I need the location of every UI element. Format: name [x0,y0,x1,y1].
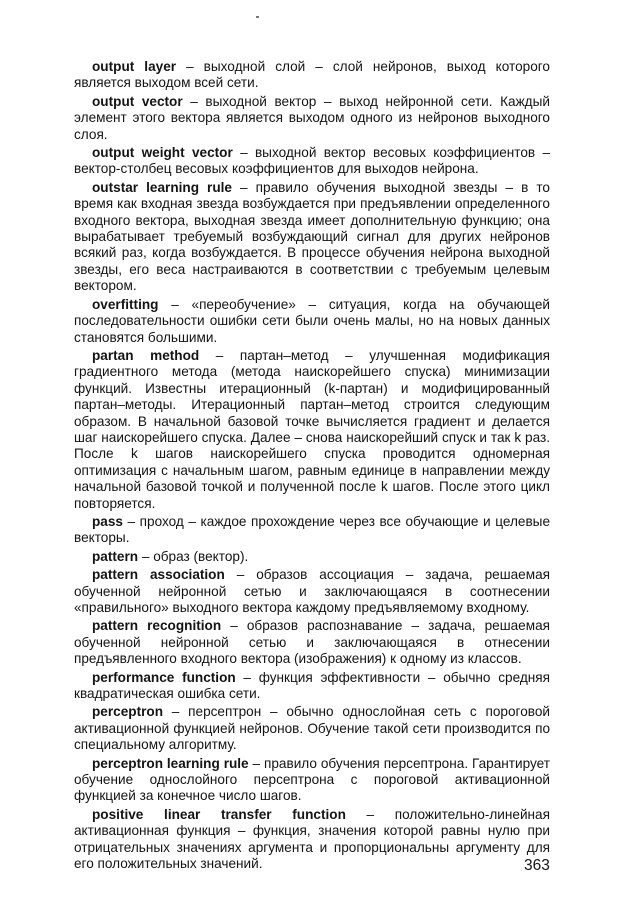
entry-term: positive linear transfer function [92,806,346,822]
entry-term: output layer [92,59,177,74]
entry-definition: – правило обучения выходной звезды – в то время как входная звезда возбуждается при предъявлении определенного входного вектора, выходная звезда имеет дополнительную функцию; она вырабатывает требуемый возбуждающий сигнал для других нейронов всякий раз, когда возбуждается. В процессе обучения нейрона выходной звезды, его веса настраиваются в соответствии с требуемым целевым вектором. [74,179,550,294]
glossary-list [74,59,550,875]
glossary-entry [74,348,550,512]
entry-definition: – проход – каждое прохождение через все обучающие и целевые векторы. [74,513,550,546]
glossary-entry [74,514,550,547]
glossary-entry [74,180,550,295]
entry-definition: – выходной слой – слой нейронов, выход которого является выходом всей сети. [74,59,550,91]
entry-definition: – образов ассоциация – задача, решаемая обученной нейронной сетью и заключающаяся в соотнесении «правильного» выходного вектора каждому предъявляемому входному. [74,567,551,615]
glossary-entry [74,618,550,667]
entry-term: output weight vector [92,145,233,161]
entry-term: pattern recognition [92,618,222,634]
glossary-entry [74,670,550,703]
entry-term: perceptron learning rule [92,755,249,771]
entry-definition: – образов распознавание – задача, решаемая обученной нейронной сетью и заключающаяся в отнесении предъявленного входного вектора (изображения) к одному из классов. [74,618,550,667]
glossary-entry [74,756,550,805]
glossary-entry [74,704,550,753]
glossary-entry [74,549,550,565]
entry-term: perceptron [92,704,164,720]
entry-term: overfitting [92,296,159,312]
scan-speck [256,16,259,18]
entry-definition: – образ (вектор). [138,548,249,564]
entry-term: pattern [92,548,139,564]
entry-definition: – правило обучения персептрона. Гарантирует обучение однослойного персептрона с пороговой активационной функцией за конечное число шагов. [74,755,550,804]
entry-definition: – выходной вектор весовых коэффициентов – вектор-столбец весовых коэффициентов для выходов нейрона. [74,145,551,177]
page-number: 363 [524,857,550,874]
entry-definition: – партан–метод – улучшенная модификация градиентного метода (метода наискорейшего спуска) минимизации функций. Известны итерационный (k-партан) и модифицированный партан–методы. Итерационный партан–метод строится следующим образом. В начальной базовой точке вычисляется градиент и делается шаг наискорейшего спуска. Далее – снова наискорейший спуск и так k раз. После k шагов наискорейшего спуска проводится одномерная оптимизация с начальным шагом, равным единице в направлении между начальной базовой точкой и полученной после k шагов. После этого цикл повторяется. [74,347,551,511]
glossary-entry [74,59,550,92]
entry-term: output vector [92,93,183,109]
glossary-entry [74,807,550,873]
entry-term: pass [92,513,123,529]
entry-definition: – положительно-линейная активационная функция – функция, значения которой равны нулю при отрицательных значениях аргумента и пропорциональны аргументу для его положительных значений. [74,806,550,872]
glossary-entry [74,567,550,616]
entry-term: partan method [92,347,200,363]
entry-term: outstar learning rule [92,179,232,195]
entry-definition: – функция эффективности – обычно средняя квадратическая ошибка сети. [74,669,550,702]
entry-definition: – выходной вектор – выход нейронной сети. Каждый элемент этого вектора является выходом одного из нейронов выходного слоя. [74,93,550,142]
entry-term: pattern association [92,567,225,583]
glossary-entry [74,145,550,178]
entry-term: performance function [92,669,236,685]
glossary-entry [74,94,550,143]
glossary-entry [74,297,550,346]
entry-definition: – «переобучение» – ситуация, когда на обучающей последовательности ошибки сети были очень малы, но на новых данных становятся большими. [74,296,550,345]
entry-definition: – персептрон – обычно однослойная сеть с пороговой активационной функцией нейронов. Обучение такой сети производится по специальному алгоритму. [74,704,550,753]
